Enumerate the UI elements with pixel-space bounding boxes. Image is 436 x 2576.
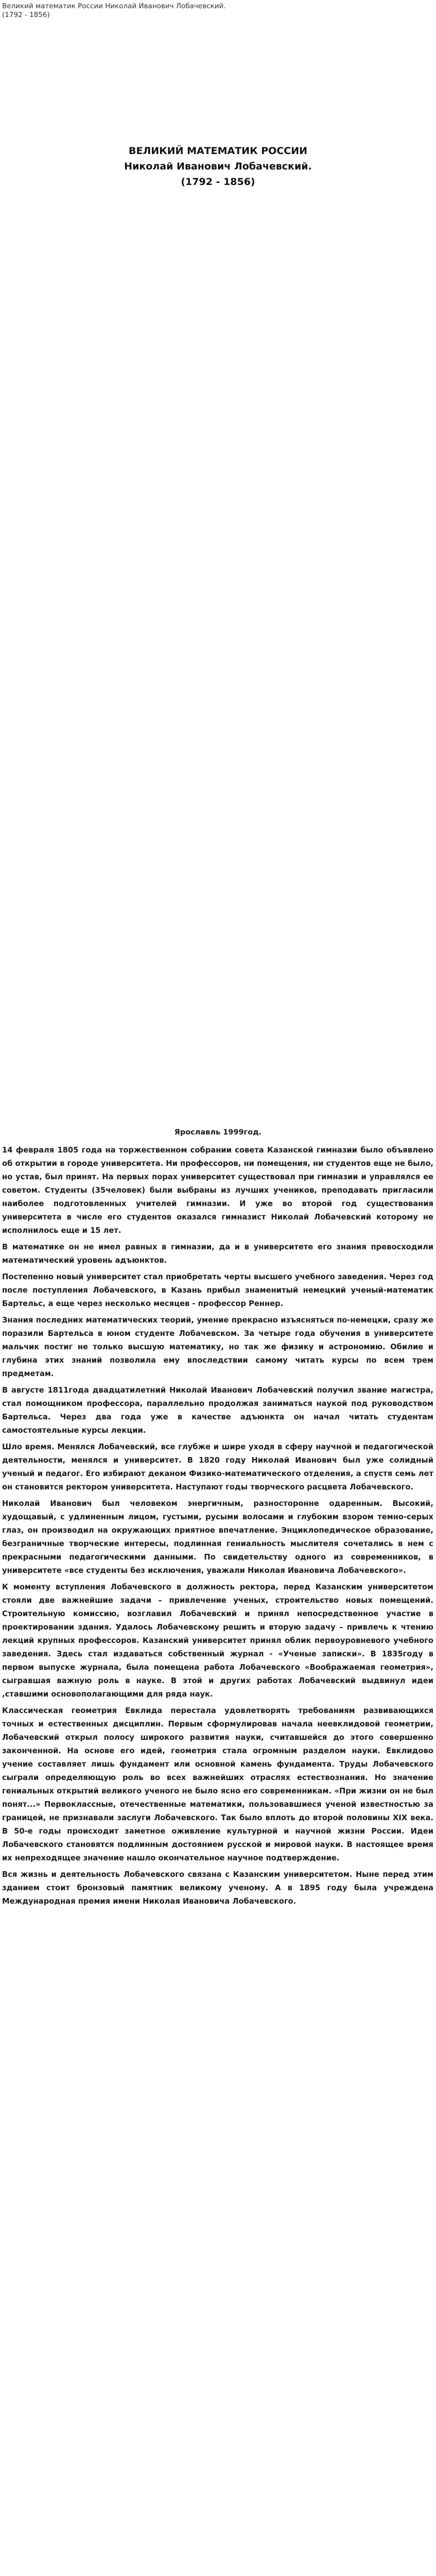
header-line-1: Великий математик России Николай Иванович Лобачевский. — [2, 2, 226, 10]
paragraph: Николай Иванович был человеком энергичным, разносторонне одаренным. Высокий, худощавый, с удлиненным лицом, густыми, русыми волосами и глубоким взором темно-серых глаз, он производил на окружающих приятное впечатление. Энциклопедическое образование, безграничные творческие интересы, подлинная гениальность мыслителя сочетались в нем с прекрасными педагогическими данными. По свидетельству одного из современников, в университете «все студенты без исключения, уважали Николая Ивановича Лобачевского». — [2, 1499, 433, 1575]
title-line-3: (1792 - 1856) — [181, 176, 255, 188]
title-line-1: ВЕЛИКИЙ МАТЕМАТИК РОССИИ — [128, 145, 308, 157]
title-line-2: Николай Иванович Лобачевский. — [124, 161, 312, 172]
body-text — [2, 1144, 433, 1911]
paragraph: В августе 1811года двадцатилетний Николай Иванович Лобачевский получил звание магистра, стал помощником профессора, параллельно продолжая заниматься наукой под руководством Бартельса. Через два года уже в качестве адъюнкта он начал читать студентам самостоятельные курсы лекции. — [2, 1386, 433, 1435]
paragraph: Постепенно новый университет стал приобретать черты высшего учебного заведения. Через год после поступления Лобачевского, в Казань прибыл знаменитый немецкий ученый-математик Бартельс, а еще через несколько месяцев - профессор Реннер. — [2, 1273, 433, 1308]
paragraph: Классическая геометрия Евклида перестала удовлетворять требованиям развивающихся точных и естественных дисциплин. Первым сформулировав начала неевклидовой геометрии, Лобачевский открыл полосу широкого развития науки, считавшейся до этого совершенно законченной. На основе его идей, геометрия стала огромным разделом науки. Евклидово учение составляет лишь фундамент или основной камень фундамента. Труды Лобачевского сыграли определяющую роль во всех важнейших отраслях естествознания. Но значение гениальных открытий великого ученого не было ясно его современникам. «При жизни он не был понят...» Первоклассные, отечественные математики, пользовавшиеся ученой известностью за границей, не признавали заслуги Лобачевского. Так было вплоть до второй половины XIX века. В 50-е годы происходит заметное оживление культурной и научной жизни России. Идеи Лобачевского становятся подлинным достоянием русской и мировой науки. В настоящее время их непреходящее значение нашло окончательное научное подтверждение. — [2, 1706, 433, 1862]
document-title — [0, 143, 436, 190]
paragraph: 14 февраля 1805 года на торжественном собрании совета Казанской гимназии было объявлено об открытии в городе университета. Ни профессоров, ни помещения, ни студентов еще не было, но устав, был принят. На первых порах университет существовал при гимназии и управлялся ее советом. Студенты (35человек) были выбраны из лучших учеников, преподавать пригласили наиболее подготовленных учителей гимназии. И уже во второй год существования университета в числе его студентов оказался гимназист Николай Лобачевский которому не исполнилось еще и 15 лет. — [2, 1146, 433, 1235]
city-year: Ярославль 1999год. — [174, 1128, 262, 1137]
paragraph: В математике он не имел равных в гимназии, да и в университете его знания превосходили математический уровень адъюнктов. — [2, 1243, 433, 1265]
header-line-2: (1792 - 1856) — [2, 11, 50, 19]
paragraph: Шло время. Менялся Лобачевский, все глубже и шире уходя в сферу научной и педагогической деятельности, менялся и университет. В 1820 году Николай Иванович был уже солидный ученый и педагог. Его избирают деканом Физико-математического отделения, а спустя семь лет он становится ректором университета. Наступают годы творческого расцвета Лобачевского. — [2, 1443, 433, 1492]
paragraph: Знания последних математических теорий, умение прекрасно изъясняться по-немецки, сразу же поразили Бартельса в юном студенте Лобачевском. За четыре года обучения в университете мальчик постиг не только высшую математику, но так же физику и астрономию. Обилие и глубина этих знаний позволила ему впоследствии самому читать курсы по всем трем предметам. — [2, 1316, 433, 1378]
page-header — [2, 2, 362, 20]
paragraph: Вся жизнь и деятельность Лобачевского связана с Казанским университетом. Ныне перед этим зданием стоит бронзовый памятник великому ученому. А в 1895 году была учреждена Международная премия имени Николая Ивановича Лобачевского. — [2, 1870, 433, 1906]
paragraph: К моменту вступления Лобачевского в должность ректора, перед Казанским университетом стояли две важнейшие задачи – привлечение ученых, строительство новых помещений. Строительную комиссию, возглавил Лобачевский и принял непосредственное участие в проектировании здания. Удалось Лобачевскому решить и вторую задачу – привлечь к чтению лекций крупных профессоров. Казанский университет принял облик первоуровневого учебного заведения. Здесь стал издаваться собственный журнал - «Ученые записки». В 1835году в первом выпуске журнала, была помещена работа Лобачевского «Воображаемая геометрия», сыгравшая важную роль в науке. В этой и других работах Лобачевский выдвинул идеи ,ставшими основополагающими для ряда наук. — [2, 1583, 433, 1699]
